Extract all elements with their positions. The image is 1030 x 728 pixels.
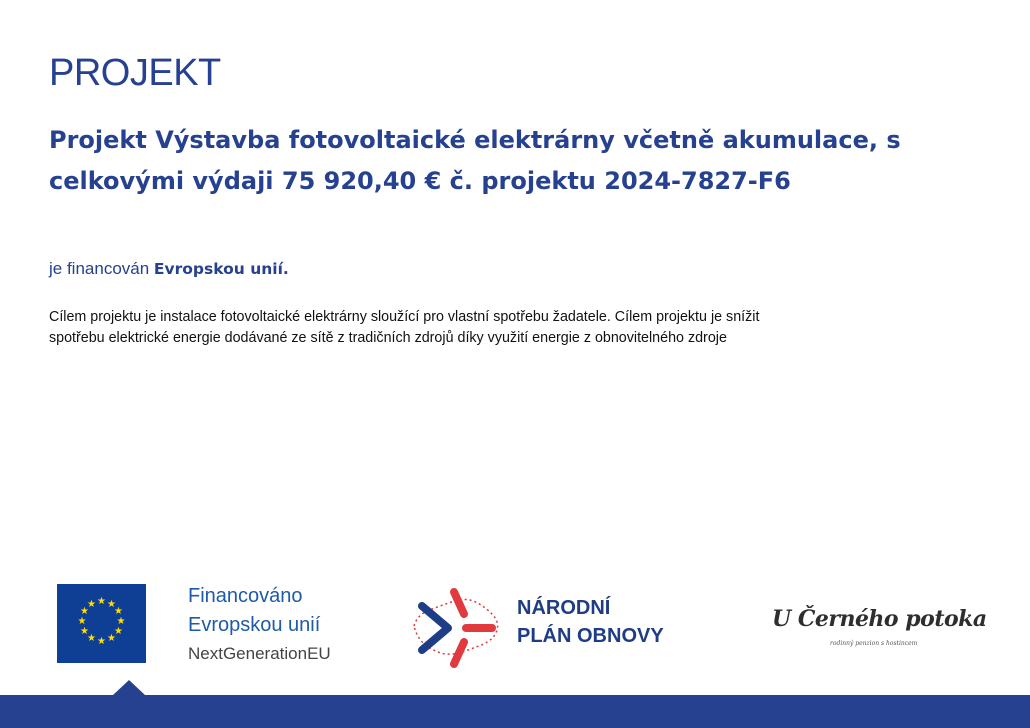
description-line-2: spotřebu elektrické energie dodávané ze sítě z tradičních zdrojů díky využití energie z obnovitelného zdroje (49, 330, 727, 346)
svg-text:★: ★ (87, 599, 96, 610)
svg-text:★: ★ (97, 596, 106, 607)
project-description (49, 307, 979, 349)
financing-source: Evropskou unií. (153, 260, 289, 278)
description-line-1: Cílem projektu je instalace fotovoltaické elektrárny sloužící pro vlastní spotřebu žadatele. Cílem projektu je snížit (49, 309, 760, 325)
svg-text:★: ★ (107, 633, 116, 644)
svg-text:★: ★ (97, 636, 106, 647)
eu-funding-text (188, 582, 331, 668)
svg-text:★: ★ (80, 606, 89, 617)
npo-text-line-2: PLÁN OBNOVY (517, 625, 664, 647)
npo-logo-mark (408, 584, 504, 668)
eu-stars-icon (57, 584, 146, 663)
npo-logo-text (517, 594, 664, 650)
eu-text-line-2: Evropskou unií (188, 614, 321, 636)
eu-text-line-1: Financováno (188, 585, 303, 607)
npo-text-line-1: NÁRODNÍ (517, 597, 611, 619)
footer-bar (0, 695, 1030, 728)
potok-logo: U Černého potoka (772, 606, 987, 632)
svg-text:★: ★ (114, 606, 123, 617)
svg-text:★: ★ (77, 616, 87, 627)
financing-prefix: je financován (49, 259, 150, 278)
page-heading: PROJEKT (49, 52, 221, 94)
eu-text-line-3: NextGenerationEU (188, 644, 331, 663)
potok-logo-tagline: rodinný penzion s hostincem (830, 640, 918, 647)
svg-text:★: ★ (114, 626, 123, 637)
financing-statement (49, 259, 289, 279)
svg-text:★: ★ (80, 626, 89, 637)
npo-map-icon (408, 584, 504, 668)
eu-flag-logo (57, 584, 146, 663)
svg-text:★: ★ (116, 616, 126, 627)
project-title: Projekt Výstavba fotovoltaické elektrárny včetně akumulace, s celkovými výdaji 75 920,40 € č. projektu 2024-7827-F6 (49, 126, 901, 195)
svg-text:★: ★ (87, 633, 96, 644)
svg-text:★: ★ (107, 599, 116, 610)
footer-notch (113, 680, 145, 695)
